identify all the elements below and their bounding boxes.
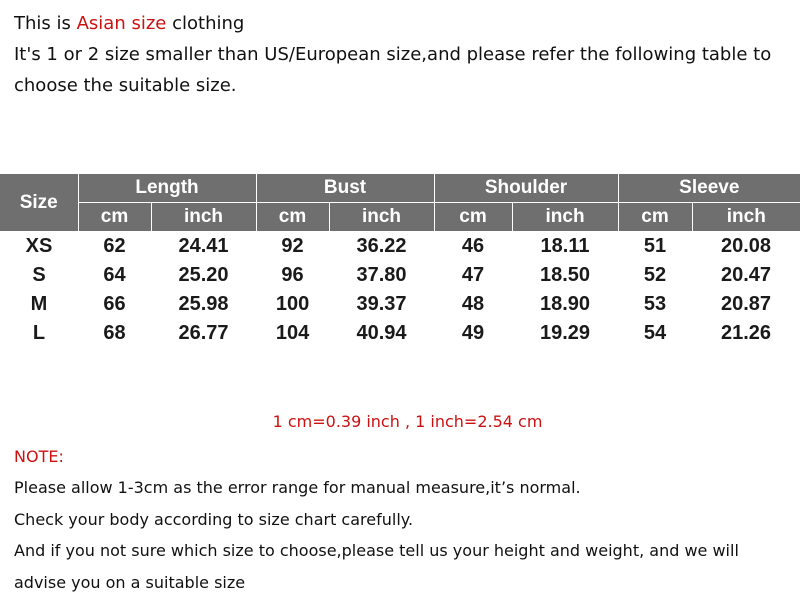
intro-line-1 (14, 8, 794, 39)
table-cell: 52 (643, 264, 667, 286)
sleeve-header: Sleeve (618, 174, 800, 203)
table-cell: 40.94 (356, 322, 407, 344)
table-row (0, 261, 800, 290)
table-cell: 21.26 (721, 322, 772, 344)
intro-line-3: choose the suitable size. (14, 75, 237, 96)
unit-header: inch (151, 203, 256, 232)
asian-size-highlight: Asian size (76, 13, 167, 34)
table-cell: 20.47 (721, 264, 772, 286)
table-cell: 20.08 (721, 235, 772, 257)
note-line: Check your body according to size chart carefully. (14, 509, 414, 529)
intro-line-2: It's 1 or 2 size smaller than US/European size,and please refer the following table to (14, 44, 772, 65)
size-cell: XS (25, 235, 53, 257)
table-cell: 68 (103, 322, 126, 344)
table-cell: 48 (461, 293, 485, 315)
intro-suffix: clothing (166, 13, 245, 34)
unit-header: cm (434, 203, 512, 232)
table-cell: 36.22 (356, 235, 407, 257)
unit-header: inch (692, 203, 800, 232)
table-cell: 19.29 (540, 322, 591, 344)
table-cell: 46 (461, 235, 485, 257)
table-cell: 18.11 (540, 235, 590, 257)
shoulder-header: Shoulder (434, 174, 618, 203)
table-cell: 49 (461, 322, 485, 344)
note-lines (14, 472, 794, 598)
unit-header: cm (78, 203, 151, 232)
note-line: And if you not sure which size to choose,please tell us your height and weight, and we will (14, 541, 739, 560)
unit-conversion-note: 1 cm=0.39 inch , 1 inch=2.54 cm (272, 412, 543, 431)
intro-prefix: This is (14, 13, 77, 34)
size-cell: L (32, 322, 46, 344)
note-line: advise you on a suitable size (14, 572, 246, 592)
table-row (0, 319, 800, 348)
table-cell: 100 (275, 293, 310, 315)
table-cell: 24.41 (178, 235, 229, 257)
table-cell: 54 (643, 322, 667, 344)
table-cell: 20.87 (721, 293, 772, 315)
table-header-row (0, 174, 800, 203)
note-line: Please allow 1-3cm as the error range for manual measure,it’s normal. (14, 478, 581, 497)
size-chart-table (0, 174, 800, 348)
intro-text (14, 8, 794, 101)
table-cell: 66 (103, 293, 126, 315)
length-header: Length (78, 174, 256, 203)
bust-header: Bust (256, 174, 434, 203)
table-unit-row (0, 203, 800, 232)
table-row (0, 290, 800, 319)
table-cell: 104 (275, 322, 310, 344)
table-cell: 92 (281, 235, 304, 257)
unit-header: inch (512, 203, 618, 232)
table-cell: 18.50 (540, 264, 591, 286)
table-cell: 53 (643, 293, 667, 315)
table-cell: 62 (103, 235, 126, 257)
table-cell: 37.80 (356, 264, 407, 286)
table-cell: 26.77 (178, 322, 229, 344)
size-cell: S (32, 264, 46, 286)
size-cell: M (30, 293, 48, 315)
table-row (0, 232, 800, 262)
table-cell: 47 (461, 264, 485, 286)
unit-header: cm (256, 203, 329, 232)
size-header: Size (0, 174, 78, 232)
table-cell: 18.90 (540, 293, 591, 315)
table-cell: 51 (643, 235, 667, 257)
table-cell: 64 (103, 264, 126, 286)
table-cell: 39.37 (356, 293, 407, 315)
unit-header: cm (618, 203, 692, 232)
table-cell: 25.20 (178, 264, 229, 286)
table-cell: 25.98 (178, 293, 229, 315)
table-cell: 96 (281, 264, 304, 286)
note-title: NOTE: (14, 447, 64, 466)
unit-header: inch (329, 203, 434, 232)
